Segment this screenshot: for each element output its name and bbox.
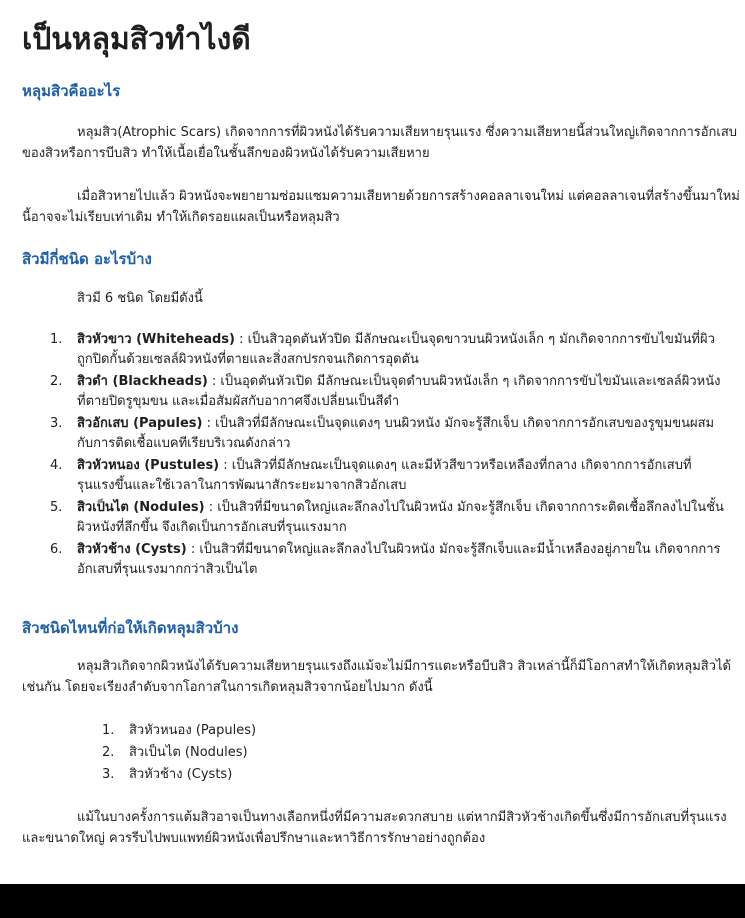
- list-item: [50, 414, 727, 454]
- list-number: 1.: [50, 332, 63, 347]
- list-item: [102, 742, 529, 764]
- list-number: 4.: [50, 458, 63, 473]
- acne-type-name: สิวหัวขาว (Whiteheads): [77, 332, 235, 347]
- paragraph-scar-causes: หลุมสิวเกิดจากผิวหนังได้รับความเสียหายรุนแรงถึงแม้จะไม่มีการแตะหรือบีบสิว สิวเหล่านี้ก็มีโอกาสทำให้เกิดหลุมสิวได้เช่นกัน โดยจะเรียงลำดับจากโอกาสในการเกิดหลุมสิวจากน้อยไปมาก ดังนี้: [22, 659, 731, 695]
- acne-type-name: สิวหัวหนอง (Papules): [129, 723, 257, 738]
- section-heading-what-is-acne-scar: หลุมสิวคืออะไร: [22, 82, 121, 100]
- list-number: 3.: [50, 416, 63, 431]
- paragraph-see-dermatologist: แม้ในบางครั้งการแต้มสิวอาจเป็นทางเลือกหนึ่งที่มีความสะดวกสบาย แต่หากมีสิวหัวช้างเกิดขึ้นซึ่งมีการอักเสบที่รุนแรงและขนาดใหญ่ ควรรีบไปพบแพทย์ผิวหนังเพื่อปรึกษาและหาวิธีการรักษาอย่างถูกต้อง: [22, 810, 727, 846]
- section-heading-acne-types: สิวมีกี่ชนิด อะไรบ้าง: [22, 250, 152, 268]
- acne-type-name: สิวอักเสบ (Papules): [77, 416, 203, 431]
- section-heading-scar-causing-acne: สิวชนิดไหนที่ก่อให้เกิดหลุมสิวบ้าง: [22, 619, 239, 637]
- scar-risk-list: [102, 720, 529, 786]
- acne-type-name: สิวดำ (Blackheads): [77, 374, 208, 389]
- list-item: [50, 372, 727, 412]
- list-item: [102, 720, 529, 742]
- bottom-bar: [0, 884, 745, 918]
- acne-type-description: : เป็นอุดตันหัวเปิด มีลักษณะเป็นจุดดำบนผิวหนังเล็ก ๆ เกิดจากการขับไขมันและเซลล์ผิวหนังที่ตายปิดรูขุมขน และเมื่อสัมผัสกับอากาศจึงเปลี่ยนเป็นสีดำ: [77, 374, 721, 409]
- acne-type-name: สิวเป็นไต (Nodules): [77, 500, 205, 515]
- list-number: 3.: [102, 767, 115, 782]
- acne-type-description: : เป็นสิวที่มีขนาดใหญ่และลึกลงไปในผิวหนัง มักจะรู้สึกเจ็บและมีน้ำเหลืองอยู่ภายใน เกิดจากการอักเสบที่รุนแรงมากกว่าสิวเป็นไต: [77, 542, 721, 577]
- paragraph-acne-scar-definition: หลุมสิว(Atrophic Scars) เกิดจากการที่ผิวหนังได้รับความเสียหายรุนแรง ซึ่งความเสียหายนี้ส่วนใหญ่เกิดจากการอักเสบของสิวหรือการบีบสิว ทำให้เนื้อเยื่อในชั้นลึกของผิวหนังได้รับความเสียหาย: [22, 125, 738, 161]
- paragraph-collagen-repair: เมื่อสิวหายไปแล้ว ผิวหนังจะพยายามซ่อมแซมความเสียหายด้วยการสร้างคอลลาเจนใหม่ แต่คอลลาเจนที่สร้างขึ้นมาใหม่นี้อาจจะไม่เรียบเท่าเดิม ทำให้เกิดรอยแผลเป็นหรือหลุมสิว: [22, 189, 740, 225]
- acne-type-name: สิวหัวช้าง (Cysts): [129, 767, 233, 782]
- acne-type-description: : เป็นสิวอุดตันหัวปิด มีลักษณะเป็นจุดขาวบนผิวหนังเล็ก ๆ มักเกิดจากการขับไขมันที่ผิวถูกปิดกั้นด้วยเซลล์ผิวหนังที่ตายและสิ่งสกปรกจนเกิดการอุดตัน: [77, 332, 715, 367]
- acne-types-list: [50, 330, 727, 582]
- list-number: 5.: [50, 500, 63, 515]
- list-item: [50, 540, 727, 580]
- list-number: 1.: [102, 723, 115, 738]
- acne-type-name: สิวหัวหนอง (Pustules): [77, 458, 220, 473]
- acne-type-name: สิวเป็นไต (Nodules): [129, 745, 248, 760]
- list-item: [50, 498, 727, 538]
- list-number: 2.: [50, 374, 63, 389]
- list-number: 2.: [102, 745, 115, 760]
- list-item: [102, 764, 529, 786]
- list-item: [50, 456, 727, 496]
- acne-type-description: : เป็นสิวที่มีลักษณะเป็นจุดแดงๆ และมีหัวสีขาวหรือเหลืองที่กลาง เกิดจากการอักเสบที่รุนแรงขึ้นและใช้เวลาในการพัฒนาสักระยะมาจากสิวอักเสบ: [77, 458, 692, 493]
- list-item: [50, 330, 727, 370]
- acne-type-description: : เป็นสิวที่มีลักษณะเป็นจุดแดงๆ บนผิวหนัง มักจะรู้สึกเจ็บ เกิดจากการอักเสบของรูขุมขนผสมกับการติดเชื้อแบคทีเรียบริเวณดังกล่าว: [77, 416, 715, 451]
- acne-types-intro: สิวมี 6 ชนิด โดยมีดังนี้: [77, 291, 203, 306]
- acne-type-name: สิวหัวช้าง (Cysts): [77, 542, 187, 557]
- acne-type-description: : เป็นสิวที่มีขนาดใหญ่และลึกลงไปในผิวหนัง มักจะรู้สึกเจ็บ เกิดจากการะติดเชื้อลึกลงไปในชั้นผิวหนังที่ลึกขึ้น จึงเกิดเป็นการอักเสบที่รุนแรงมาก: [77, 500, 724, 535]
- page-title: เป็นหลุมสิวทำไงดี: [22, 22, 251, 57]
- list-number: 6.: [50, 542, 63, 557]
